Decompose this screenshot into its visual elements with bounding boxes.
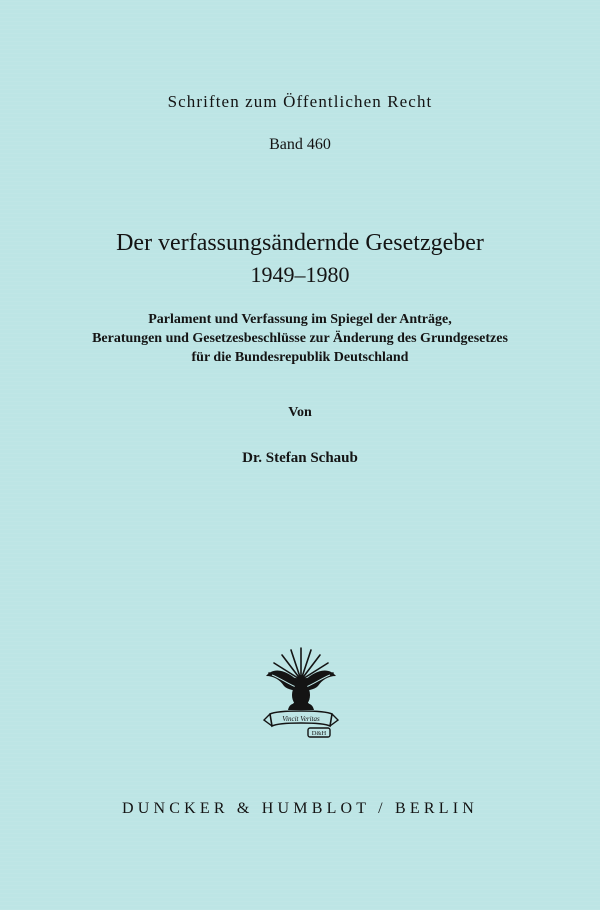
book-subtitle (0, 310, 600, 367)
by-label: Von (288, 405, 312, 420)
subtitle-line: für die Bundesrepublik Deutschland (191, 350, 409, 365)
title-years: 1949–1980 (250, 262, 350, 287)
logo-motto: Vincit Veritas (282, 715, 320, 723)
publisher-imprint: DUNCKER & HUMBLOT / BERLIN (121, 800, 479, 817)
series-title: Schriften zum Öffentlichen Recht (167, 92, 433, 111)
volume-number: Band 460 (269, 136, 331, 153)
phoenix-emblem-icon (258, 640, 344, 740)
author-name: Dr. Stefan Schaub (242, 450, 358, 466)
subtitle-line: Parlament und Verfassung im Spiegel der Anträge, (148, 312, 452, 327)
book-title: Der verfassungsändernde Gesetzgeber (116, 230, 484, 256)
logo-initials: D&H (311, 730, 327, 737)
subtitle-line: Beratungen und Gesetzesbeschlüsse zur Änderung des Grundgesetzes (92, 331, 508, 346)
